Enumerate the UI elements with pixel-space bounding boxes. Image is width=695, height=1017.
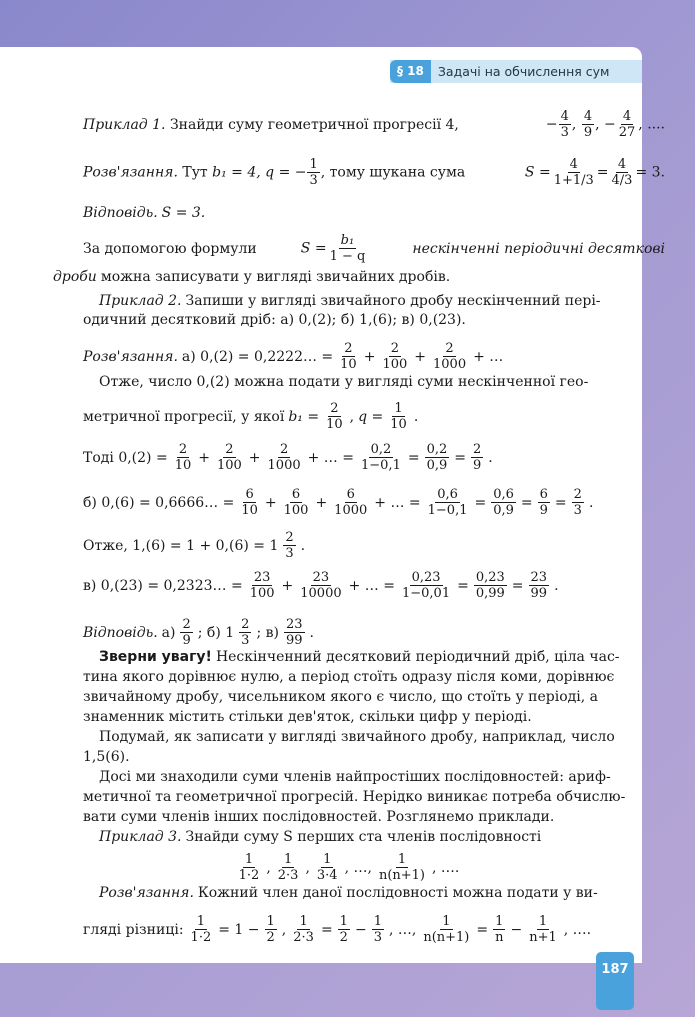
example-2-line1: Приклад 2. Запиши у вигляді звичайного дробу нескінченний пері- [99,293,601,309]
note-line2: тина якого дорівнює нулю, а період стоїть одразу після коми, дорівнює [83,669,615,685]
formula-paragraph-line1: За допомогою формули S = $\frac{\text{b₁}}{1 - q}$ нескінченні періодичні десяткові [83,233,665,264]
example-3-sequence: 1 1·2 , 1 2·3 , 1 3·4 , …, 1 n(n+1) , …. [238,852,460,883]
example-2-para-line1: Отже, число 0,(2) можна подати у вигляді суми нескінченної гео- [99,374,589,390]
section-header [390,60,642,83]
example-3-solution-line1: Розв'язання. Кожний член даної послідовності можна подати у ви- [99,885,598,901]
note-line4: знаменник містить стільки дев'яток, скільки цифр у періоді. [83,709,532,725]
example-2-para-line2: метричної прогресії, у якої b₁ = $\frac{2}{10}$ , q = $\frac{1}{10}$ . [83,401,419,432]
example-2-solution-a: Розв'язання. а) 0,(2) = 0,2222… = $\frac{2}{10}$ + 2 100 + 2 1000 + … [83,341,504,372]
example-2-answer: Відповідь. а) 2 9 ; б) 1 2 3 ; в) 23 99 . [83,617,314,648]
note-line3: звичайному дробу, чисельником якого є число, що стоїть у періоді, а [83,689,598,705]
example-1-statement: Приклад 1. Знайди суму геометричної прогресії 4, − $\frac{4}{3}$ , $\frac{4}{9}$ , − $\frac{4}{27}$ , .... [83,109,665,140]
note-line1: Зверни увагу! Нескінченний десятковий періодичний дріб, ціла час- [99,649,620,665]
para-line2: метичної та геометричної прогресій. Нерідко виникає потреба обчислю- [83,789,626,805]
example-2-part-v: в) 0,(23) = 0,2323… = $\frac{23}{100}$ + 23 10000 + … = 0,23 1−0,01 = 0,23 0,99 = 23 99 . [83,570,559,601]
example-2-part-b: б) 0,(6) = 0,6666… = $\frac{6}{10}$ + 6 100 + 6 1000 + … = 0,6 1−0,1 = 0,6 0,9 = 6 9 = 2 3 . [83,487,594,518]
example-1-solution: Розв'язання. Тут b₁ = 4, q = − $\frac{1}{3}$ , тому шукана сума S = $\frac{4}{1+1/3}$ = $\frac{4}{4/3}$ = 3. [83,157,665,188]
example-2-line2: одичний десятковий дріб: а) 0,(2); б) 1,(6); в) 0,(23). [83,312,466,328]
section-number: § 18 [390,60,431,83]
example-3-solution-line2: гляді різниці: 1 1·2 = 1 − 1 2 , 1 2·3 = 1 2 − 1 3 , …, 1 n(n+1) = 1 n − 1 n+1 , …. [83,914,592,945]
example-3-statement: Приклад 3. Знайди суму S перших ста членів послідовності [99,829,542,845]
section-title: Задачі на обчислення сум [437,64,610,79]
page-number: 187 [596,952,634,1010]
example-2-todi: Тоді 0,(2) = $\frac{2}{10}$ + 2 100 + 2 1000 + … = 0,2 1−0,1 = 0,2 0,9 = 2 9 . [83,442,493,473]
think-line1: Подумай, як записати у вигляді звичайного дробу, наприклад, число [99,729,615,745]
formula-paragraph-line2: дроби можна записувати у вигляді звичайних дробів. [53,269,451,285]
think-line2: 1,5(6). [83,749,130,765]
example-1-answer: Відповідь. S = 3. [83,205,206,221]
example-2-otzhe: Отже, 1,(6) = 1 + 0,(6) = 1 2 3 . [83,530,306,561]
para-line1: Досі ми знаходили суми членів найпростіших послідовностей: ариф- [99,769,611,785]
para-line3: вати суми членів інших послідовностей. Розглянемо приклади. [83,809,555,825]
